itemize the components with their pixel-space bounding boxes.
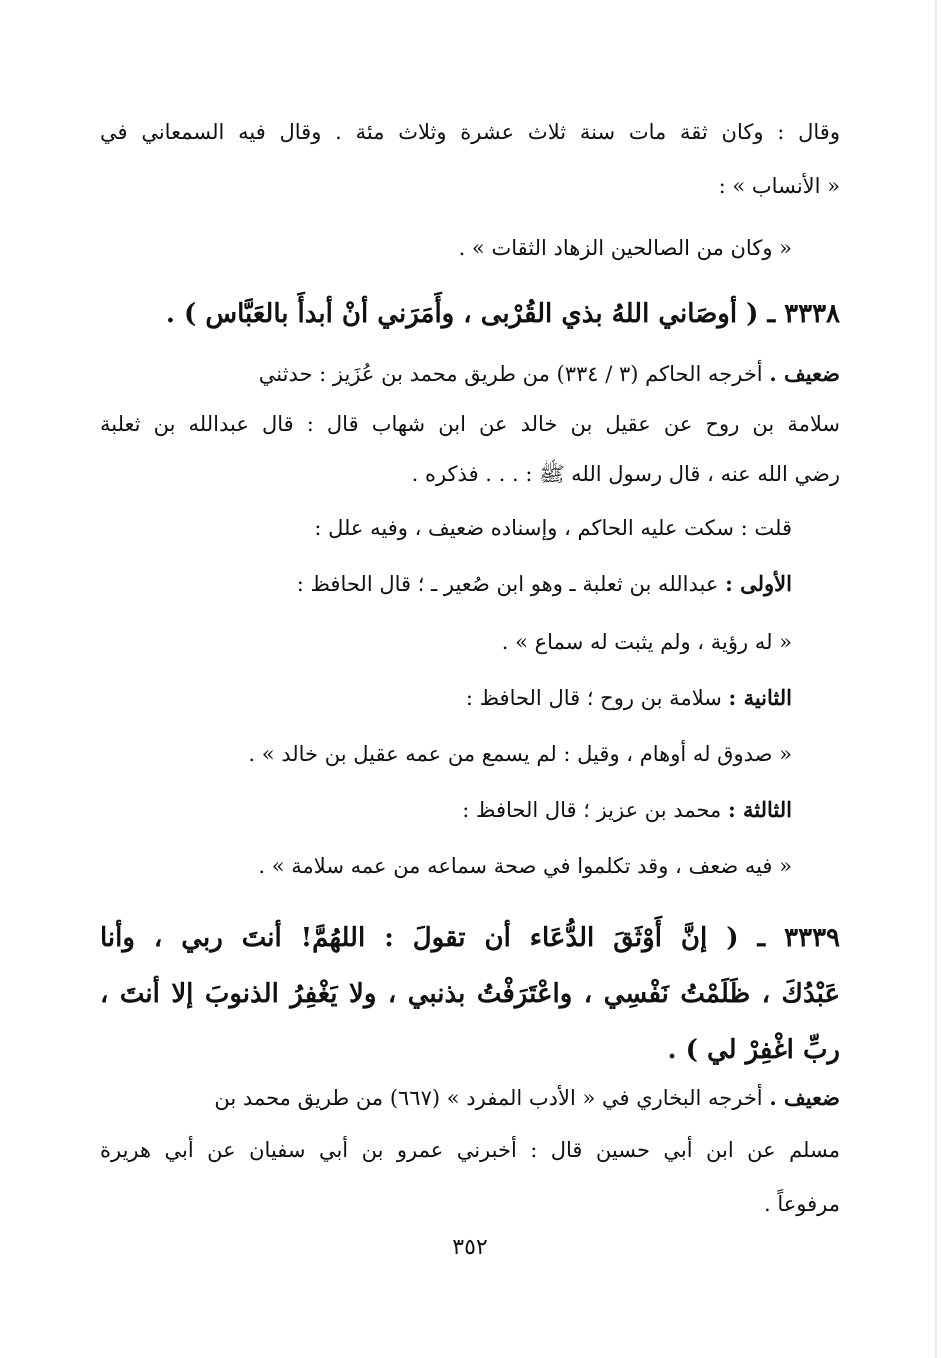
hadith-3339-heading-line-2: عَبْدُكَ ، ظَلَمْتُ نَفْسِي ، واعْتَرَفْتُ بذنبي ، ولا يَغْفِرُ الذنوبَ إلا أنتَ ، bbox=[100, 979, 840, 1009]
intro-line-2: « الأنساب » : bbox=[718, 174, 840, 198]
hadith-3339-takhrij-line-2: مسلم عن ابن أبي حسين قال : أخبرني عمرو بن أبي سفيان عن أبي هريرة bbox=[100, 1138, 840, 1162]
defect-first-text: عبدالله بن ثعلبة ـ وهو ابن صُعير ـ ؛ قال الحافظ : bbox=[296, 572, 719, 596]
defect-second bbox=[100, 678, 792, 718]
hadith-3338-takhrij-line-1 bbox=[100, 354, 840, 394]
hadith-3338-note: قلت : سكت عليه الحاكم ، وإسناده ضعيف ، وفيه علل : bbox=[314, 516, 792, 540]
hadith-3339-takhrij-text-1: أخرجه البخاري في « الأدب المفرد » (٦٦٧) من طريق محمد بن bbox=[214, 1086, 763, 1110]
hadith-3339-heading-line-1: ٣٣٣٩ ـ ( إنَّ أَوْثَقَ الدُّعَاء أن تقولَ : اللهُمَّ! أنتَ ربي ، وأنا bbox=[100, 923, 840, 953]
defect-second-quote: « صدوق له أوهام ، وقيل : لم يسمع من عمه عقيل بن خالد » . bbox=[248, 742, 792, 766]
defect-third-quote: « فيه ضعف ، وقد تكلموا في صحة سماعه من عمه سلامة » . bbox=[258, 854, 792, 878]
defect-first-label: الأولى : bbox=[725, 571, 792, 596]
scan-edge bbox=[935, 0, 937, 1358]
intro-quote: « وكان من الصالحين الزهاد الثقات » . bbox=[458, 236, 792, 260]
hadith-3338-grade: ضعيف . bbox=[769, 361, 840, 386]
book-page bbox=[100, 0, 840, 1358]
hadith-3339-takhrij-line-3: مرفوعاً . bbox=[763, 1192, 840, 1216]
intro-line-1: وقال : وكان ثقة مات سنة ثلاث عشرة وثلاث مئة . وقال فيه السمعاني في bbox=[100, 120, 840, 144]
defect-third-label: الثالثة : bbox=[727, 797, 792, 822]
hadith-3339-takhrij-line-1 bbox=[100, 1078, 840, 1118]
defect-first bbox=[100, 564, 792, 604]
hadith-3338-takhrij-line-3: رضي الله عنه ، قال رسول الله ﷺ : . . . فذكره . bbox=[411, 462, 840, 486]
defect-second-text: سلامة بن روح ؛ قال الحافظ : bbox=[465, 686, 722, 710]
hadith-3338-takhrij-line-2: سلامة بن روح عن عقيل بن خالد عن ابن شهاب قال : قال عبدالله بن ثعلبة bbox=[100, 412, 840, 436]
hadith-3338-takhrij-text-1: أخرجه الحاكم (٣ / ٣٣٤) من طريق محمد بن عُزَيز : حدثني bbox=[258, 362, 763, 386]
hadith-3338-heading: ٣٣٣٨ ـ ( أوصَاني اللهُ بذي القُرْبى ، وأَمَرَني أنْ أبدأَ بالعَبَّاس ) . bbox=[165, 299, 840, 329]
defect-first-quote: « له رؤية ، ولم يثبت له سماع » . bbox=[501, 630, 792, 654]
defect-second-label: الثانية : bbox=[728, 685, 792, 710]
defect-third-text: محمد بن عزيز ؛ قال الحافظ : bbox=[462, 798, 722, 822]
defect-third bbox=[100, 790, 792, 830]
hadith-3339-grade: ضعيف . bbox=[769, 1085, 840, 1110]
hadith-3339-heading-line-3: ربِّ اغْفِرْ لي ) . bbox=[667, 1035, 840, 1065]
page-number: ٣٥٢ bbox=[452, 1235, 488, 1260]
